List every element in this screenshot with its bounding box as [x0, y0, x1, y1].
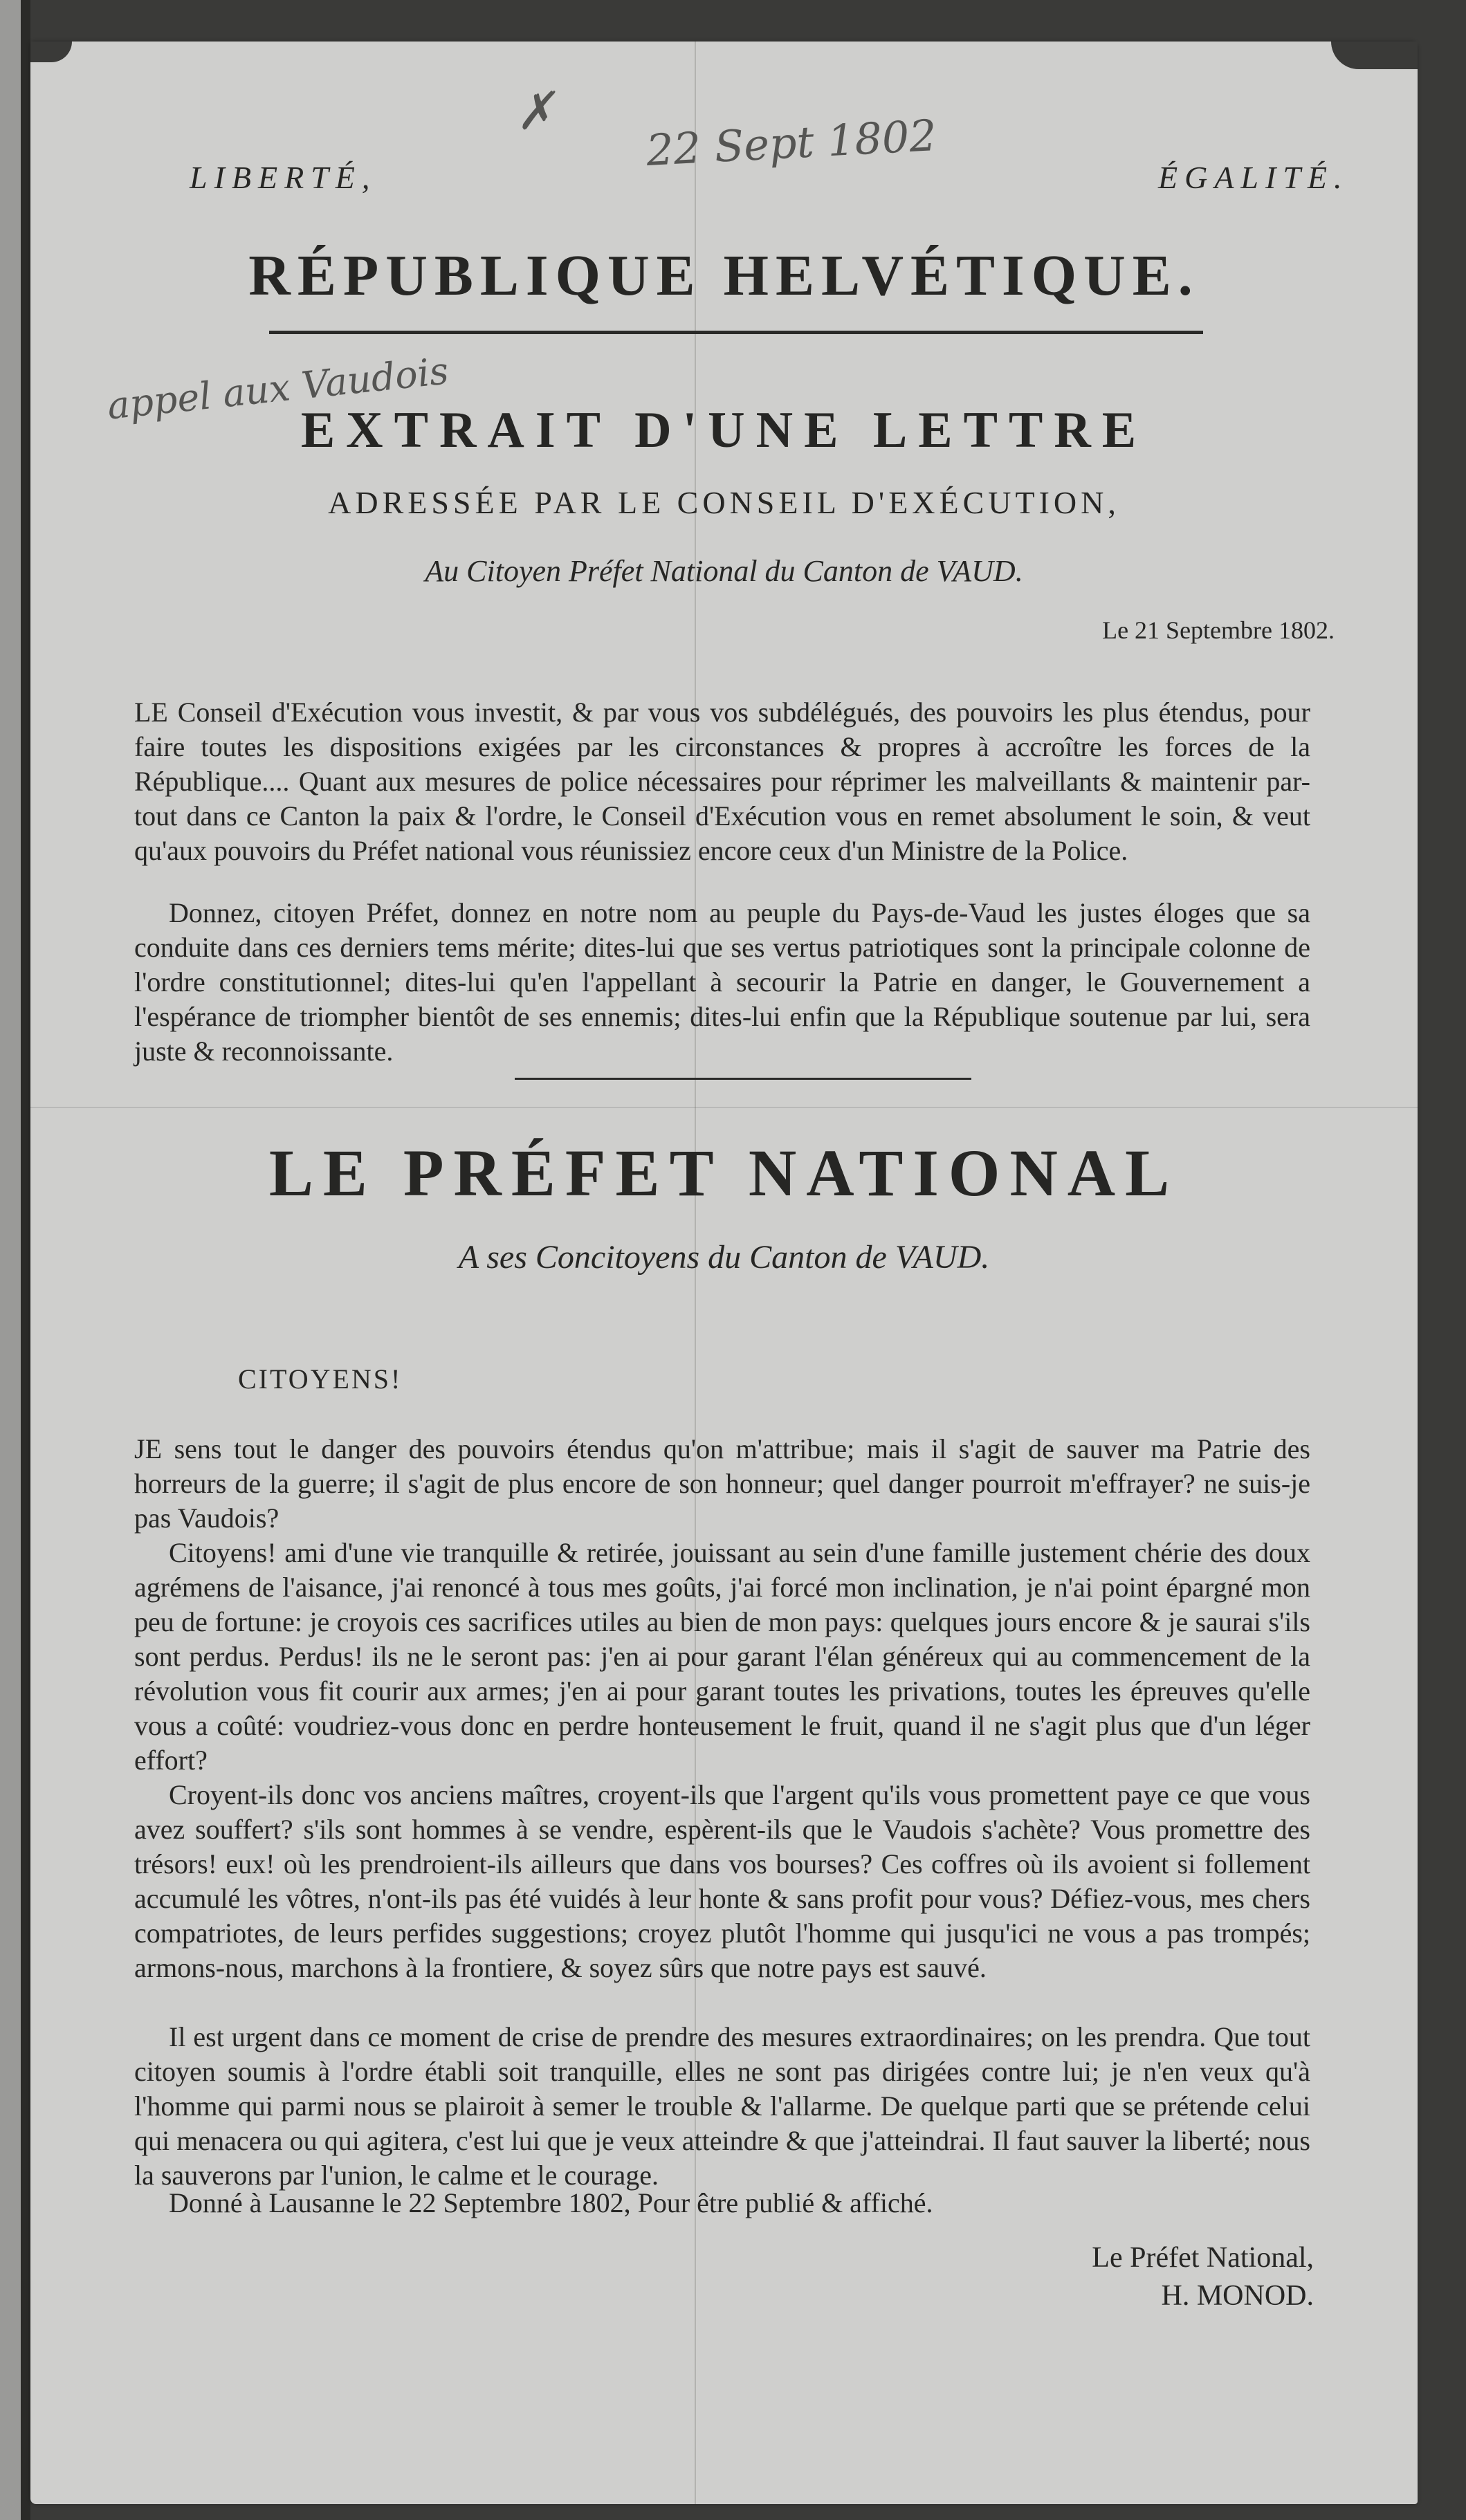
document-sheet [30, 42, 1418, 2504]
horizontal-fold-line [30, 1107, 1418, 1108]
page-edge-shadow [21, 0, 30, 2520]
letter-subtitle: ADRESSÉE PAR LE CONSEIL D'EXÉCUTION, [328, 485, 1120, 520]
letter-date: Le 21 Septembre 1802. [1102, 616, 1335, 644]
closing-line: Donné à Lausanne le 22 Septembre 1802, Pour être publié & affiché. [169, 2187, 933, 2218]
letter-paragraph-2: Donnez, citoyen Préfet, donnez en notre nom au peuple du Pays-de-Vaud les justes éloges que sa conduite dans ces derniers tems mérite; dites-lui que ses vertus patriotiques sont la principale colonne de l'ordre constitutionnel; dites-lui qu'en l'appellant à secourir la Patrie en danger, le Gouvernement a l'espérance de triompher bientôt de ses ennemis; dites-lui enfin que la République soutenue par lui, sera juste & reconnoissante. [134, 897, 1310, 1067]
section-divider [515, 1078, 971, 1080]
proclamation-paragraph-1: JE sens tout le danger des pouvoirs étendus qu'on m'attribue; mais il s'agit de sauver ma Patrie des horreurs de la guerre; il s'agit de plus encore de son honneur; quel danger pourroit m'effrayer? ne suis-je pas Vaudois? [134, 1433, 1310, 1534]
proclamation-paragraph-2: Citoyens! ami d'une vie tranquille & retirée, jouissant au sein d'une famille justement chérie des doux agrémens de l'aisance, j'ai renoncé à tous mes goûts, j'ai forcé mon inclination, je n'ai point épargné mon peu de fortune: je croyois ces sacrifices utiles au bien de mon pays: quelques jours encore & je saurai s'ils sont perdus. Perdus! ils ne le seront pas: j'en ai pour garant l'élan généreux qui au commencement de la révolution vous fit courir aux armes; j'en ai pour garant toutes les privations, toutes les épreuves qu'elle vous a coûté: voudriez-vous donc en perdre honteusement le fruit, quand il ne s'agit plus que d'un léger effort? [134, 1537, 1310, 1776]
salutation: CITOYENS! [238, 1363, 403, 1395]
torn-corner [30, 42, 72, 62]
signature-title: Le Préfet National, [1092, 2242, 1314, 2274]
motto-liberte: LIBERTÉ, [190, 160, 377, 195]
motto-egalite: ÉGALITÉ. [1158, 160, 1349, 195]
letter-title: EXTRAIT D'UNE LETTRE [300, 402, 1148, 459]
letter-addressee: Au Citoyen Préfet National du Canton de VAUD. [425, 554, 1023, 588]
title-rule [269, 331, 1203, 334]
signature-name: H. MONOD. [1161, 2280, 1314, 2312]
torn-corner [1331, 42, 1418, 69]
letter-paragraph-1: LE Conseil d'Exécution vous investit, & par vous vos subdélégués, des pouvoirs les plus étendus, pour faire toutes les dispositions exigées par les circonstances & propres à accroître les forces de la République.... Quant aux mesures de police nécessaires pour réprimer les malveillants & maintenir par-tout dans ce Canton la paix & l'ordre, le Conseil d'Exécution vous en remet absolument le soin, & veut qu'aux pouvoirs du Préfet national vous réunissiez encore ceux d'un Ministre de la Police. [134, 697, 1310, 866]
handwritten-note: appel aux Vaudois [105, 349, 451, 428]
adjacent-page-strip [0, 0, 21, 2520]
proclamation-title: LE PRÉFET NATIONAL [268, 1136, 1180, 1210]
proclamation-subtitle: A ses Concitoyens du Canton de VAUD. [458, 1239, 990, 1276]
handwritten-cross: ✗ [511, 81, 558, 142]
proclamation-paragraph-3: Croyent-ils donc vos anciens maîtres, croyent-ils que l'argent qu'ils vous promettent paye ce que vous avez souffert? s'ils sont hommes à se vendre, espèrent-ils que le Vaudois s'achète? Vous promettre des trésors! eux! où les prendroient-ils ailleurs que dans vos bourses? Ces coffres où ils avoient si follement accumulé les vôtres, n'ont-ils pas été vuidés à leur honte & sans profit pour vous? Défiez-vous, mes chers compatriotes, de leurs perfides suggestions; croyez plutôt l'homme qui jusqu'ici ne vous a pas trompés; armons-nous, marchons à la frontiere, & soyez sûrs que notre pays est sauvé. [134, 1779, 1310, 1983]
proclamation-paragraph-4: Il est urgent dans ce moment de crise de prendre des mesures extraordinaires; on les prendra. Que tout citoyen soumis à l'ordre établi soit tranquille, elles ne sont pas dirigées contre lui; je n'en veux qu'à l'homme qui parmi nous se plairoit à semer le trouble & l'allarme. De quelque parti que se prétende celui qui menacera ou qui agitera, c'est lui que je veux atteindre & que j'atteindrai. Il faut sauver la liberté; nous la sauverons par l'union, le calme et le courage. [134, 2021, 1310, 2191]
handwritten-date: 22 Sept 1802 [645, 110, 938, 176]
republic-title: RÉPUBLIQUE HELVÉTIQUE. [248, 243, 1200, 308]
